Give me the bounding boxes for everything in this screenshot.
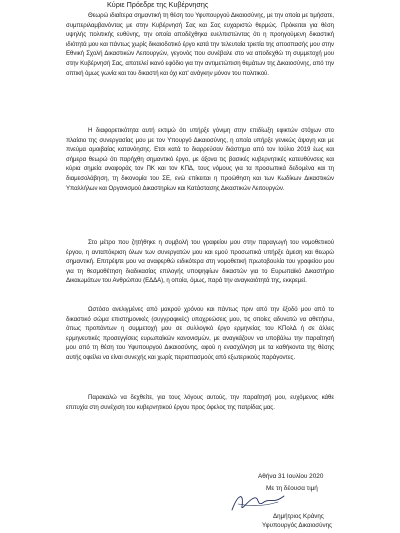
paragraph-1: Θεωρώ ιδιαίτερα σημαντική τη θέση του Υφυπουργού Δικαιοσύνης, με την οποία με τιμήσατε, συμπεριλαμβανόντας με στην Κυβέρνησή Σας και Σας ευχαριστώ θερμώς. Πρόκειται για θέση υψηλής πολιτικής ευθύνης, την οποία αποδέχθηκα ευελπιστώντας ότι η προηγούμενη δικαστική ιδιότητά μου και πάντως χωρίς δικαιοδοτικό έργο κατά την τελευταία τριετία της αποσπασής μου στην Εθνική Σχολή Δικαστικών Λειτουργών, γεγονός που συνέβαλε στο να αποδεχθώ τη συμμετοχή μου στην Κυβέρνησή Σας, αποτελεί ικανό εφόδιο για την αντιμετώπιση θεμάτων της Δικαιοσύνης, από την οπτική όμως γωνία και του δικαστή και όχι κατ' ανάγκην μόνον του πολιτικού.: [66, 12, 335, 77]
salutation: Κύριε Πρόεδρε της Κυβέρνησης: [107, 0, 209, 9]
closing-phrase: Με τη δέουσα τιμή: [266, 485, 318, 492]
paragraph-3: Στο μέτρο που ζητήθηκε η συμβολή του γραφείου μου στην παραγωγή του νομοθετικού έργου, η ανταπόκριση όλων των συνεργατών μου και εμού προσωπικά υπήρξε άμεση και θεωρώ σημαντική. Επιτρέψτε μου να αναφερθώ ειδικότερα στη νομοθετική πρωτοβουλία του γραφείου μου για τη θεσμοθέτηση διαδικασίας επιλογής υποψηφίων δικαστών για το Ευρωπαϊκό Δικαστήριο Δικαιωμάτων του Ανθρώπου (ΕΔΔΑ), η οποία, όμως, παρά την αναγκαιότητά της, εκκρεμεί.: [66, 239, 334, 285]
signer-name: Δημήτριος Κράνης: [273, 513, 324, 520]
letter-date: Αθήνα 31 Ιουλίου 2020: [258, 473, 324, 480]
signer-title: Υφυπουργός Δικαιοσύνης: [262, 522, 333, 529]
paragraph-5: Παρακαλώ να δεχθείτε, για τους λόγους αυτούς, την παραίτησή μου, ευχόμενος κάθε επιτυχία στη συνέχιση του κυβερνητικού έργου προς όφελος της πατρίδας μας.: [66, 394, 334, 411]
paragraph-2: Η διαφορετικότητα αυτή εκτιμώ ότι υπήρξε γόνιμη στην επιδίωξη εφικτών στόχων στο πλαίσιο της συνεργασίας μου με τον Υπουργό Δικαιοσύνης, η οποία υπήρξε γενικώς άψογη και με πνεύμα αμοιβαίας κατανόησης. Ετσι κατά το διαρρεύσαν διάστημα από τον Ιούλιο 2019 έως και σήμερα θεωρώ ότι παρήχθη σημαντικό έργο, με άξονα τις βασικές κυβερνητικές κατευθύνσεις και κύρια σημεία αναφοράς τον ΠΚ και τον ΚΠΔ, τους νόμους για τα προσωπικά δεδομένα και τη διαμεσολάβηση, τη δικονομία του ΣΕ, ενώ επίκειται η προώθηση και των Κωδίκων Δικαστικών Υπαλλήλων και Οργανισμού Δικαστηρίων και Κατάστασης Δικαστικών Λειτουργών.: [66, 127, 334, 192]
paragraph-4: Ωστόσο ανελιγμένες από μακρού χρόνου και πάντως πριν από την έξοδό μου από το δικαστικό σώμα επιστημονικές (συγγραφικές) υποχρεώσεις μου, τις οποίες αδυνατώ να αθετήσω, όπως προπάντων η συμμετοχή μου σε συλλογικό έργο ερμηνείας του ΚΠολΔ ή σε άλλες ερμηνευτικές προσεγγίσεις ευρωπαϊκών κανονισμών, με αναγκάζουν να υποβάλω την παραίτησή μου από τη θέση του Υφυπουργού Δικαιοσύνης, αφού η ενασχόληση με τα καθήκοντα της θέσης αυτής οφείλει να είναι συνεχής και χωρίς περισπασμούς από εξωτερικούς παράγοντες.: [66, 306, 334, 361]
